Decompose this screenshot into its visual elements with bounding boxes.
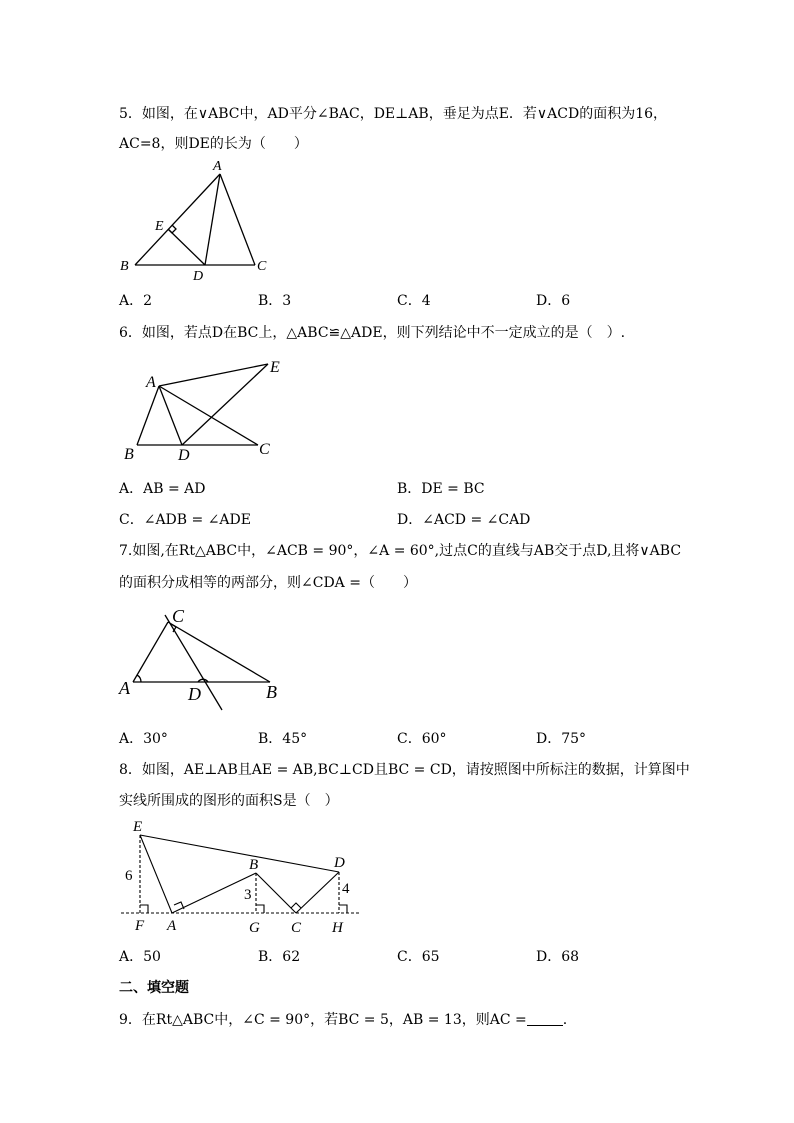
q7-label-C: C <box>172 606 185 626</box>
q6-label-A: A <box>146 374 156 391</box>
q5-label-C: C <box>257 259 267 274</box>
q6-option-d[interactable]: D．∠ACD = ∠CAD <box>397 512 531 528</box>
q8-stem-line2: 实线所围成的图形的面积S是（ ） <box>119 793 339 809</box>
q5-stem-line1: 5．如图，在∨ABC中，AD平分∠BAC，DE⊥AB，垂足为点E．若∨ACD的面积为16， <box>119 106 668 122</box>
q6-label-D: D <box>178 447 190 464</box>
q8-label-B: B <box>249 857 259 873</box>
q5-label-D: D <box>193 269 204 284</box>
q5-option-b[interactable]: B．3 <box>258 293 292 309</box>
q7-label-D: D <box>188 684 201 704</box>
q8-stem-line1: 8．如图，AE⊥AB且AE = AB,BC⊥CD且BC = CD，请按照图中所标注的数据，计算图中 <box>119 762 690 778</box>
q7-stem-line1: 7.如图,在Rt△ABC中，∠ACB = 90°，∠A = 60°,过点C的直线与AB交于点D,且将∨ABC <box>119 543 682 559</box>
q8-label-G: G <box>249 920 260 936</box>
q8-label-C: C <box>291 920 302 936</box>
q7-option-a[interactable]: A．30° <box>119 731 168 747</box>
q8-option-b[interactable]: B．62 <box>258 949 301 965</box>
q8-num-6: 6 <box>125 868 133 884</box>
q8-label-H: H <box>332 920 343 936</box>
q8-label-A: A <box>167 918 177 934</box>
q7-option-d[interactable]: D．75° <box>536 731 587 747</box>
q7-option-c[interactable]: C．60° <box>397 731 447 747</box>
q8-label-D: D <box>334 855 345 871</box>
q5-stem-line2: AC=8，则DE的长为（ ） <box>119 136 308 152</box>
q8-option-c[interactable]: C．65 <box>397 949 440 965</box>
q9-answer-blank[interactable] <box>527 1011 563 1026</box>
q8-label-F: F <box>135 918 145 934</box>
q5-option-d[interactable]: D．6 <box>536 293 571 309</box>
q6-option-a[interactable]: A．AB = AD <box>119 481 206 497</box>
q5-label-B: B <box>120 259 129 274</box>
q8-option-d[interactable]: D．68 <box>536 949 580 965</box>
q8-num-4: 4 <box>342 881 350 897</box>
q7-label-A: A <box>119 678 130 698</box>
q8-num-3: 3 <box>244 887 252 903</box>
q5-option-a[interactable]: A．2 <box>119 293 153 309</box>
q7-option-b[interactable]: B．45° <box>258 731 308 747</box>
q9-end: . <box>562 1012 568 1028</box>
q8-label-E: E <box>133 819 143 835</box>
q6-label-E: E <box>270 359 280 376</box>
q7-label-B: B <box>266 682 277 702</box>
q5-label-E: E <box>155 219 164 234</box>
q9-stem <box>119 1009 567 1029</box>
q6-option-c[interactable]: C．∠ADB = ∠ADE <box>119 512 251 528</box>
q5-option-c[interactable]: C．4 <box>397 293 431 309</box>
q6-option-b[interactable]: B．DE = BC <box>397 481 485 497</box>
section-title-fill-in: 二、填空题 <box>119 980 189 996</box>
q6-stem: 6．如图，若点D在BC上，△ABC≌△ADE，则下列结论中不一定成立的是（ ）. <box>119 325 626 341</box>
q7-stem-line2: 的面积分成相等的两部分，则∠CDA =（ ） <box>119 575 417 591</box>
q6-label-B: B <box>124 446 134 463</box>
q8-option-a[interactable]: A．50 <box>119 949 161 965</box>
q5-label-A: A <box>213 159 222 174</box>
q9-text: 9．在Rt△ABC中，∠C = 90°，若BC = 5，AB = 13，则AC = <box>119 1012 527 1028</box>
q6-label-C: C <box>259 441 270 458</box>
